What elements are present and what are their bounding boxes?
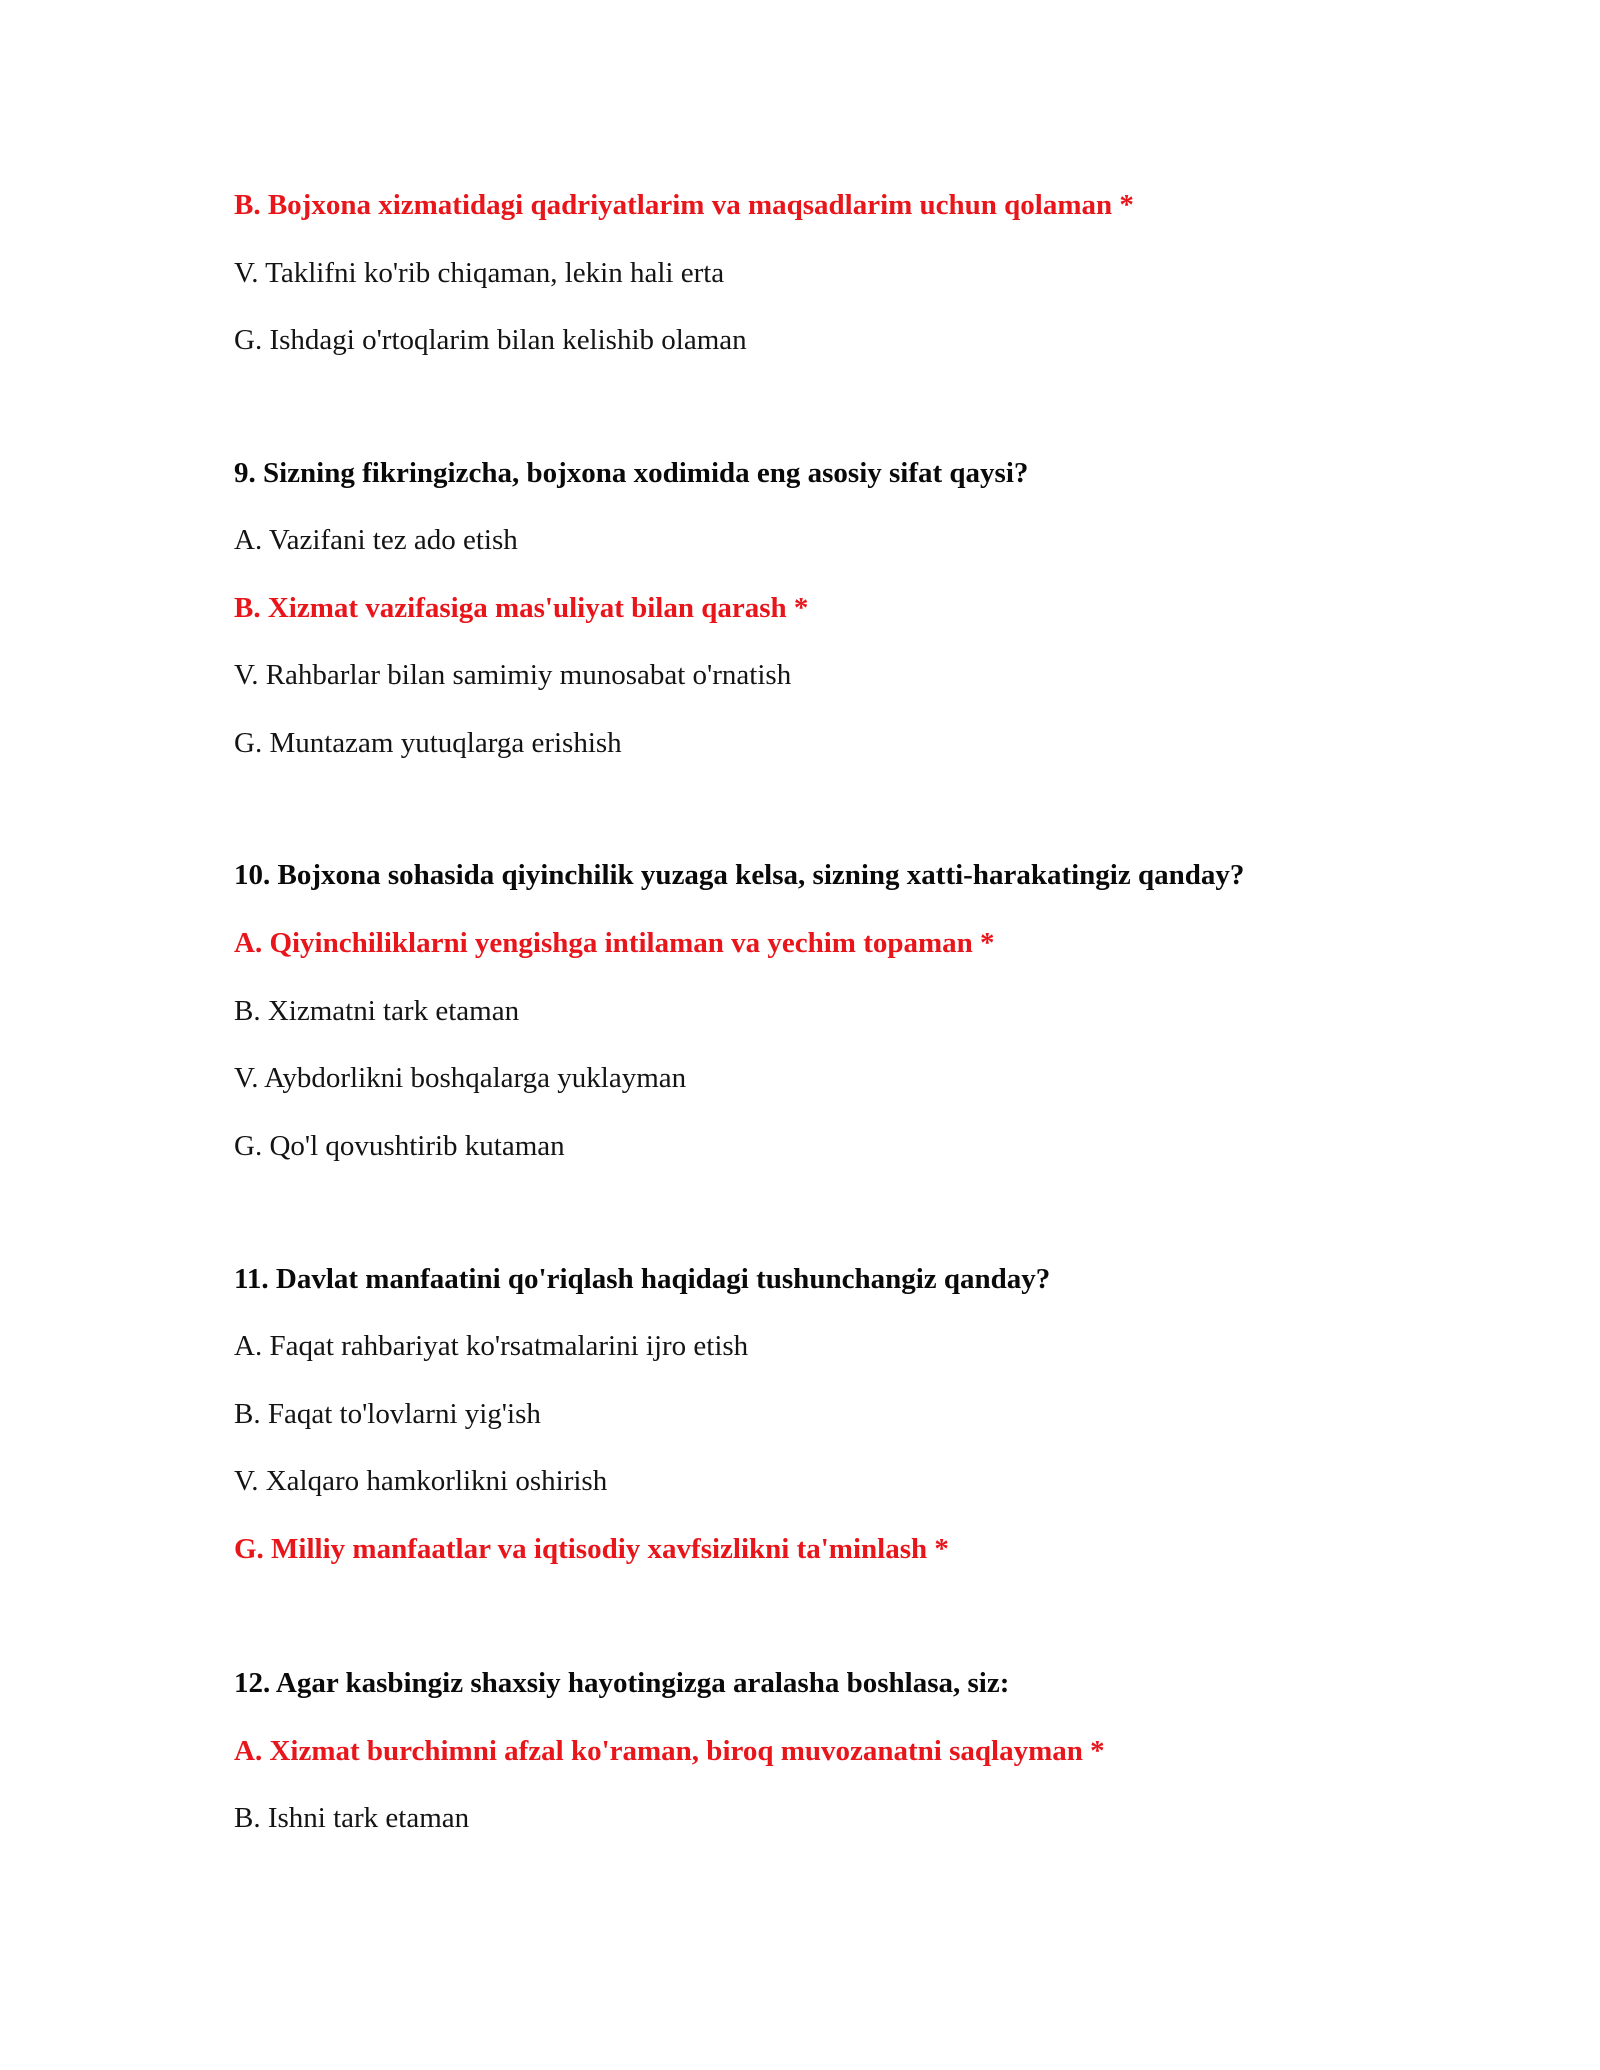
q9-option-b-correct: B. Xizmat vazifasiga mas'uliyat bilan qarash * [234,592,809,624]
q11-option-a: A. Faqat rahbariyat ko'rsatmalarini ijro etish [234,1330,749,1362]
q11-question: 11. Davlat manfaatini qo'riqlash haqidagi tushunchangiz qanday? [234,1263,1051,1295]
q12-option-a-correct: A. Xizmat burchimni afzal ko'raman, biroq muvozanatni saqlayman * [234,1735,1105,1767]
q12-option-b: B. Ishni tark etaman [234,1802,470,1834]
q8-option-b-correct: B. Bojxona xizmatidagi qadriyatlarim va maqsadlarim uchun qolaman * [234,189,1134,221]
q10-option-g: G. Qo'l qovushtirib kutaman [234,1130,565,1162]
q11-option-b: B. Faqat to'lovlarni yig'ish [234,1398,541,1430]
q12-question: 12. Agar kasbingiz shaxsiy hayotingizga aralasha boshlasa, siz: [234,1667,1010,1699]
q11-option-v: V. Xalqaro hamkorlikni oshirish [234,1465,608,1497]
q10-option-a-correct: A. Qiyinchiliklarni yengishga intilaman va yechim topaman * [234,927,995,959]
q10-option-v: V. Aybdorlikni boshqalarga yuklayman [234,1062,687,1094]
q9-option-a: A. Vazifani tez ado etish [234,524,518,556]
q10-question: 10. Bojxona sohasida qiyinchilik yuzaga kelsa, sizning xatti-harakatingiz qanday? [234,859,1245,891]
q9-question: 9. Sizning fikringizcha, bojxona xodimida eng asosiy sifat qaysi? [234,457,1029,489]
q8-option-g: G. Ishdagi o'rtoqlarim bilan kelishib olaman [234,324,747,356]
q8-option-v: V. Taklifni ko'rib chiqaman, lekin hali erta [234,257,725,289]
q10-option-b: B. Xizmatni tark etaman [234,995,520,1027]
q11-option-g-correct: G. Milliy manfaatlar va iqtisodiy xavfsizlikni ta'minlash * [234,1533,949,1565]
q9-option-v: V. Rahbarlar bilan samimiy munosabat o'rnatish [234,659,792,691]
q9-option-g: G. Muntazam yutuqlarga erishish [234,727,622,759]
